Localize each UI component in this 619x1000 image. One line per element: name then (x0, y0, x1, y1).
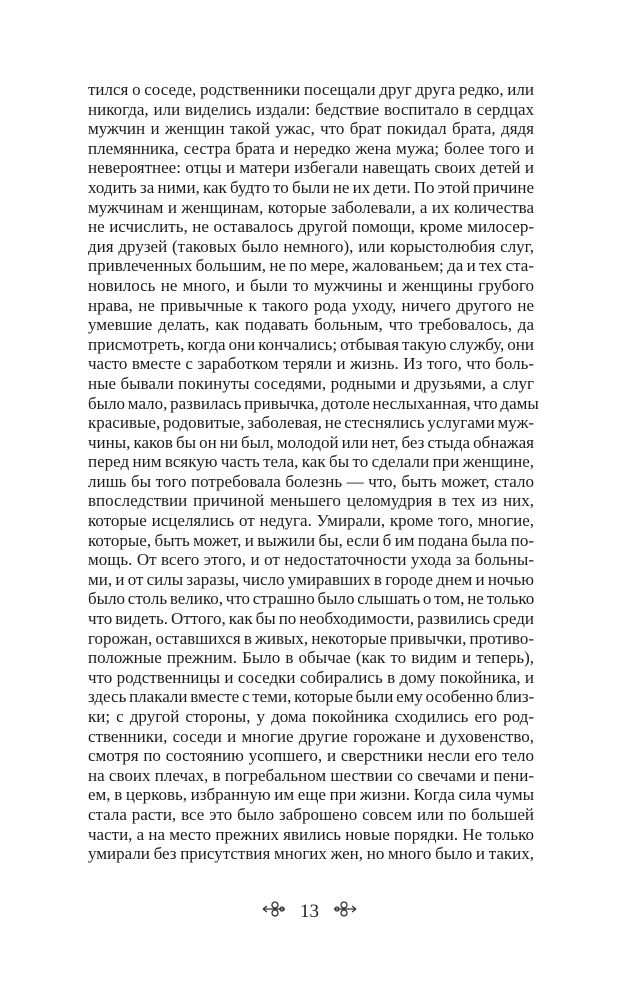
text-line: которые исцелялись от недуга. Умирали, кроме того, многие, (88, 511, 534, 531)
text-line: ственники, соседи и многие другие горожане и духовенство, (88, 726, 534, 746)
text-line: часто вместе с заработком теряли и жизнь. Из того, что боль- (88, 354, 534, 374)
text-line: мужчин и женщин такой ужас, что брат покидал брата, дядя (88, 119, 534, 139)
text-line: нрава, не привычные к такого рода уходу, ничего другого не (88, 295, 534, 315)
text-line: чины, каков бы он ни был, молодой или нет, без стыда обнажая (88, 432, 534, 452)
text-line: ходить за ними, как будто то были не их дети. По этой причине (88, 177, 534, 197)
text-line: никогда, или виделись издали: бедствие воспитало в сердцах (88, 99, 534, 119)
body-text (88, 80, 539, 864)
text-line: было столь велико, что страшно было слышать о том, не только (88, 589, 535, 609)
text-line: части, а на место прежних явились новые порядки. Не только (88, 824, 534, 844)
text-line: дия друзей (таковых было немного), или корыстолюбия слуг, (88, 236, 534, 256)
text-line: смотря по состоянию усопшего, и сверстники несли его тело (88, 746, 534, 766)
text-line: присмотреть, когда они кончались; отбывая такую службу, они (88, 334, 534, 354)
text-line: которые, быть может, и выжили бы, если б им подана была по- (88, 530, 534, 550)
text-line: впоследствии причиной меньшего целомудрия в тех из них, (88, 491, 534, 511)
text-line: ми, и от силы заразы, число умиравших в городе днем и ночью (88, 569, 534, 589)
text-line: умевшие делать, как подавать больным, что требовалось, да (88, 315, 534, 335)
text-line: мощь. От всего этого, и от недостаточности ухода за больны- (88, 550, 534, 570)
text-line: ные бывали покинуты соседями, родными и друзьями, а слуг (88, 373, 534, 393)
text-line: ки; с другой стороны, у дома покойника сходились его род- (88, 707, 534, 726)
text-line: лишь бы того потребовала болезнь — что, быть может, стало (88, 471, 534, 491)
text-line: было мало, развилась привычка, дотоле неслыханная, что дамы (88, 393, 539, 413)
text-line: племянника, сестра брата и нередко жена мужа; более того и (88, 138, 534, 158)
ornament-left-icon (261, 900, 287, 925)
text-line: горожан, оставшихся в живых, некоторые привычки, противо- (88, 628, 534, 648)
text-line: перед ним всякую часть тела, как бы то сделали при женщине, (88, 452, 534, 472)
text-line: невероятнее: отцы и матери избегали навещать своих детей и (88, 158, 534, 178)
ornament-right-icon (332, 900, 358, 925)
text-line: новилось не много, и были то мужчины и женщины грубого (88, 275, 534, 295)
text-line: не исчислить, не оставалось другой помощи, кроме милосер- (88, 217, 534, 237)
text-line: здесь плакали вместе с теми, которые были ему особенно близ- (88, 687, 535, 707)
text-line: что видеть. Оттого, как бы по необходимости, развились среди (88, 609, 534, 629)
page-footer (0, 900, 619, 924)
text-line: положные прежним. Было в обычае (как то видим и теперь), (88, 648, 534, 668)
text-line: умирали без присутствия многих жен, но много было и таких, (88, 844, 534, 864)
text-line: тился о соседе, родственники посещали друг друга редко, или (88, 80, 534, 99)
text-line: красивые, родовитые, заболевая, не стеснялись услугами муж- (88, 413, 534, 433)
text-line: ем, в церковь, избранную им еще при жизни. Когда сила чумы (88, 785, 534, 805)
text-line: что родственницы и соседки собирались в дому покойника, и (88, 667, 534, 687)
text-line: привлеченных большим, не по мере, жалованьем; да и тех ста- (88, 256, 534, 276)
text-line: мужчинам и женщинам, которые заболевали, а их количества (88, 197, 534, 217)
text-line: на своих плечах, в погребальном шествии со свечами и пени- (88, 765, 534, 785)
page-number: 13 (300, 901, 319, 922)
text-line: стала расти, все это было заброшено совсем или по большей (88, 804, 534, 824)
